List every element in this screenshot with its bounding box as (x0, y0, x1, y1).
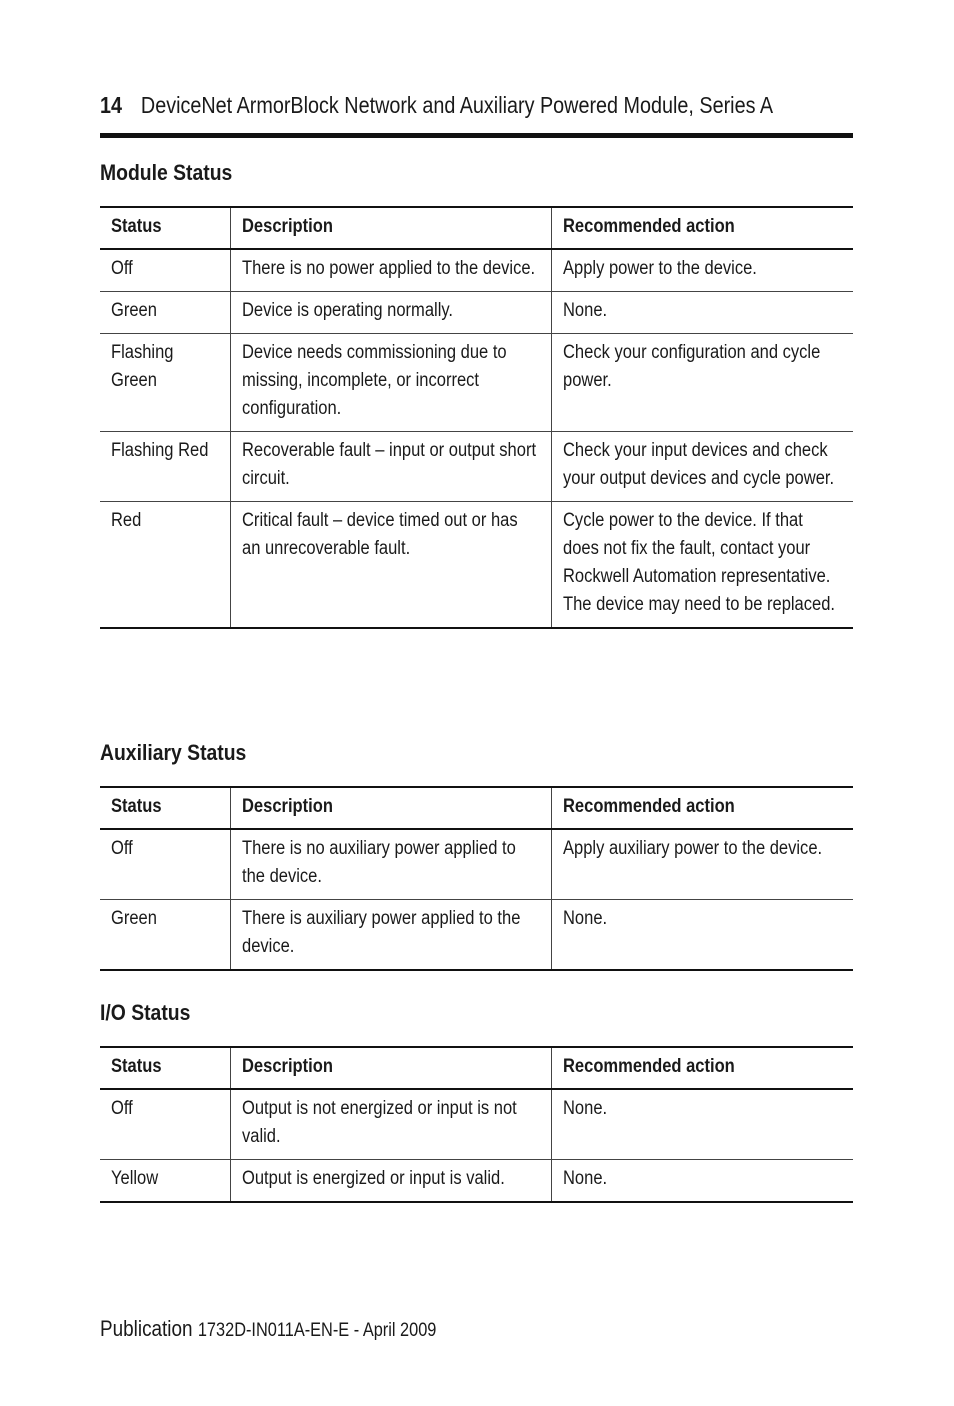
table-row (100, 432, 853, 502)
status-cell: Flashing Red (111, 440, 209, 461)
io-status-heading: I/O Status (100, 1000, 191, 1025)
column-header-description: Description (230, 207, 551, 249)
auxiliary-status-heading: Auxiliary Status (100, 740, 247, 765)
page-title: DeviceNet ArmorBlock Network and Auxiliary Powered Module, Series A (140, 92, 774, 118)
action-cell: Cycle power to the device. If that does not fix the fault, contact your Rockwell Automation representative. The device may need to be replaced. (551, 502, 853, 629)
table-row (100, 900, 853, 971)
status-cell: Flashing Green (111, 342, 174, 391)
page-number: 14 (100, 92, 123, 118)
table-header-row (100, 787, 853, 829)
header-rule (100, 133, 853, 138)
column-header-status: Status (111, 1056, 162, 1077)
status-cell: Off (111, 258, 133, 279)
status-cell: Green (111, 908, 157, 929)
table-row (100, 1089, 853, 1160)
table-row (100, 1160, 853, 1203)
description-cell: There is auxiliary power applied to the device. (230, 900, 551, 971)
action-cell: Apply power to the device. (551, 249, 853, 292)
module-status-heading: Module Status (100, 160, 233, 185)
column-header-action: Recommended action (551, 207, 853, 249)
description-cell: Output is energized or input is valid. (230, 1160, 551, 1203)
description-cell: Device is operating normally. (230, 292, 551, 334)
status-cell: Yellow (111, 1168, 159, 1189)
table-header-row (100, 1047, 853, 1089)
description-cell: There is no auxiliary power applied to the device. (230, 829, 551, 900)
column-header-status: Status (111, 216, 162, 237)
action-cell: None. (551, 1089, 853, 1160)
column-header-action: Recommended action (551, 787, 853, 829)
publication-label: Publication (100, 1316, 193, 1341)
action-cell: Check your configuration and cycle power. (551, 334, 853, 432)
table-row (100, 829, 853, 900)
column-header-description: Description (230, 787, 551, 829)
description-cell: Recoverable fault – input or output short circuit. (230, 432, 551, 502)
auxiliary-status-table (100, 786, 853, 971)
status-cell: Off (111, 1098, 133, 1119)
action-cell: Check your input devices and check your output devices and cycle power. (551, 432, 853, 502)
page-header (100, 92, 774, 126)
table-header-row (100, 207, 853, 249)
description-cell: Output is not energized or input is not valid. (230, 1089, 551, 1160)
table-row (100, 502, 853, 629)
table-row (100, 334, 853, 432)
status-cell: Off (111, 838, 133, 859)
publication-id: 1732D-IN011A-EN-E - April 2009 (197, 1320, 437, 1341)
action-cell: None. (551, 1160, 853, 1203)
column-header-status: Status (111, 796, 162, 817)
action-cell: Apply auxiliary power to the device. (551, 829, 853, 900)
table-row (100, 292, 853, 334)
column-header-action: Recommended action (551, 1047, 853, 1089)
action-cell: None. (551, 900, 853, 971)
publication-footer (100, 1316, 436, 1342)
description-cell: There is no power applied to the device. (230, 249, 551, 292)
status-cell: Green (111, 300, 157, 321)
table-row (100, 249, 853, 292)
description-cell: Device needs commissioning due to missing, incomplete, or incorrect configuration. (230, 334, 551, 432)
description-cell: Critical fault – device timed out or has an unrecoverable fault. (230, 502, 551, 629)
column-header-description: Description (230, 1047, 551, 1089)
io-status-table (100, 1046, 853, 1203)
module-status-table (100, 206, 853, 629)
status-cell: Red (111, 510, 142, 531)
action-cell: None. (551, 292, 853, 334)
